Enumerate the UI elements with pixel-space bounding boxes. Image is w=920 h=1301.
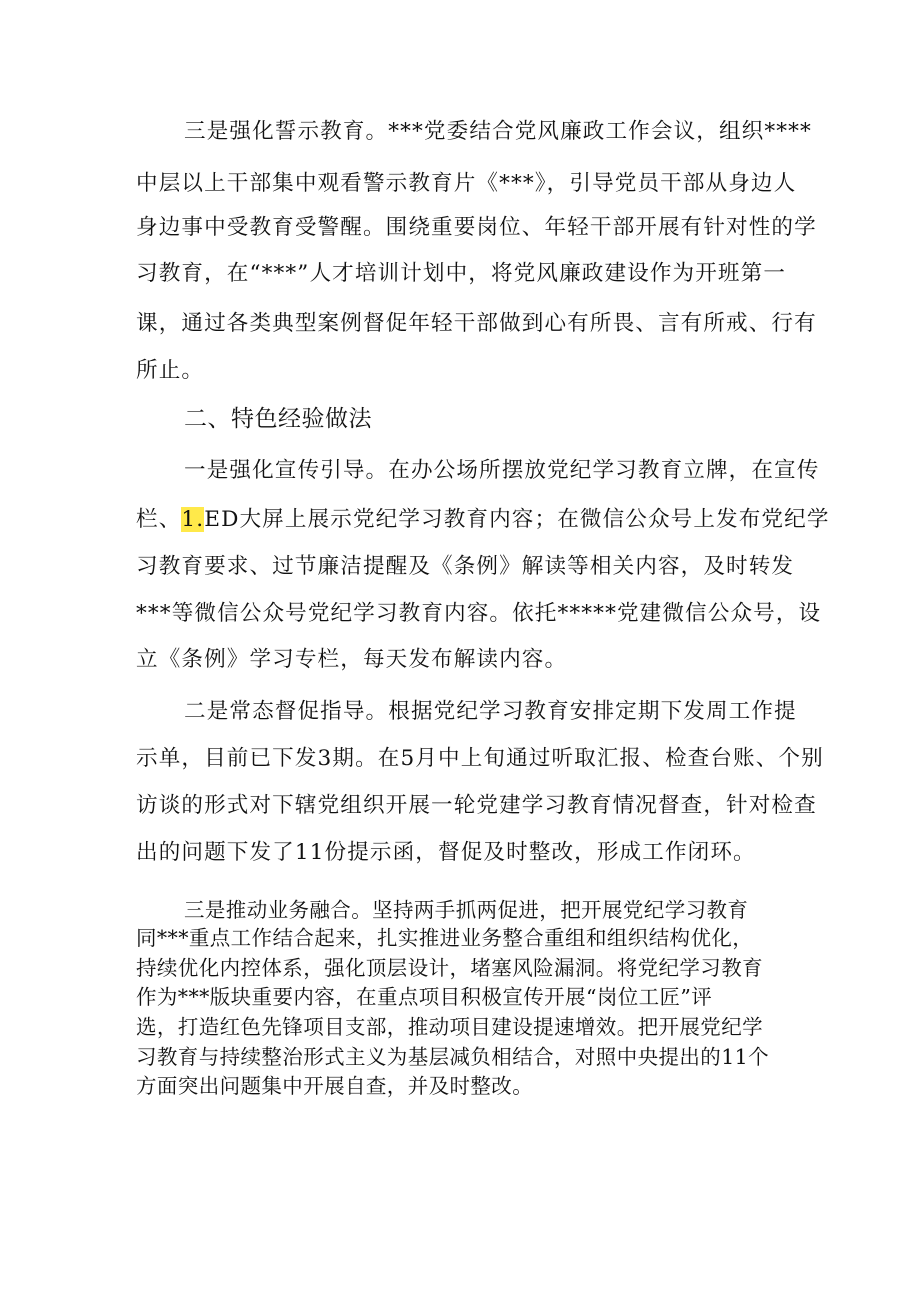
- text-line: 课，通过各类典型案例督促年轻干部做到心有所畏、言有所戒、行有: [136, 311, 817, 336]
- section-heading: 二、特色经验做法: [184, 406, 372, 432]
- text-line: 中层以上干部集中观看警示教育片《***》，引导党员干部从身边人: [136, 171, 797, 196]
- text-line: 持续优化内控体系，强化顶层设计，堵塞风险漏洞。将党纪学习教育: [136, 956, 763, 980]
- text-line: 选，打造红色先锋项目支部，推动项目建设提速增效。把开展党纪学: [136, 1015, 763, 1039]
- text-segment: 栏、: [136, 507, 182, 532]
- text-line: 习教育要求、过节廉洁提醒及《条例》解读等相关内容，及时转发: [136, 554, 795, 579]
- text-line: 习教育，在“***”人才培训计划中，将党风廉政建设作为开班第一: [136, 261, 787, 286]
- text-line: [136, 506, 830, 534]
- text-line: 访谈的形式对下辖党组织开展一轮党建学习教育情况督查，针对检查: [136, 793, 817, 818]
- text-line: 三是强化誓示教育。***党委结合党风廉政工作会议，组织****: [184, 119, 812, 144]
- text-line: 作为***版块重要内容，在重点项目积极宣传开展“岗位工匠”评: [136, 985, 713, 1009]
- text-line: 所止。: [136, 358, 205, 383]
- highlighted-text: 1.: [181, 507, 205, 532]
- text-line: 示单，目前已下发3期。在5月中上旬通过听取汇报、检查台账、个别: [136, 746, 824, 771]
- text-line: 一是强化宣传引导。在办公场所摆放党纪学习教育立牌，在宣传: [184, 458, 820, 483]
- text-line: 三是推动业务融合。坚持两手抓两促进，把开展党纪学习教育: [184, 898, 749, 922]
- text-line: 立《条例》学习专栏，每天发布解读内容。: [136, 647, 568, 672]
- text-segment: ED大屏上展示党纪学习教育内容；在微信公众号上发布党纪学: [204, 507, 830, 532]
- text-line: 习教育与持续整治形式主义为基层减负相结合，对照中央提出的11个: [136, 1045, 769, 1069]
- text-line: ***等微信公众号党纪学习教育内容。依托*****党建微信公众号，设: [136, 601, 822, 626]
- text-line: 同***重点工作结合起来，扎实推进业务整合重组和组织结构优化，: [136, 926, 754, 950]
- text-line: 二是常态督促指导。根据党纪学习教育安排定期下发周工作提: [184, 699, 797, 724]
- text-line: 方面突出问题集中开展自查，并及时整改。: [136, 1074, 534, 1098]
- text-line: 身边事中受教育受警醒。围绕重要岗位、年轻干部开展有针对性的学: [136, 215, 817, 240]
- text-line: 出的问题下发了11份提示函，督促及时整改，形成工作闭环。: [136, 840, 756, 865]
